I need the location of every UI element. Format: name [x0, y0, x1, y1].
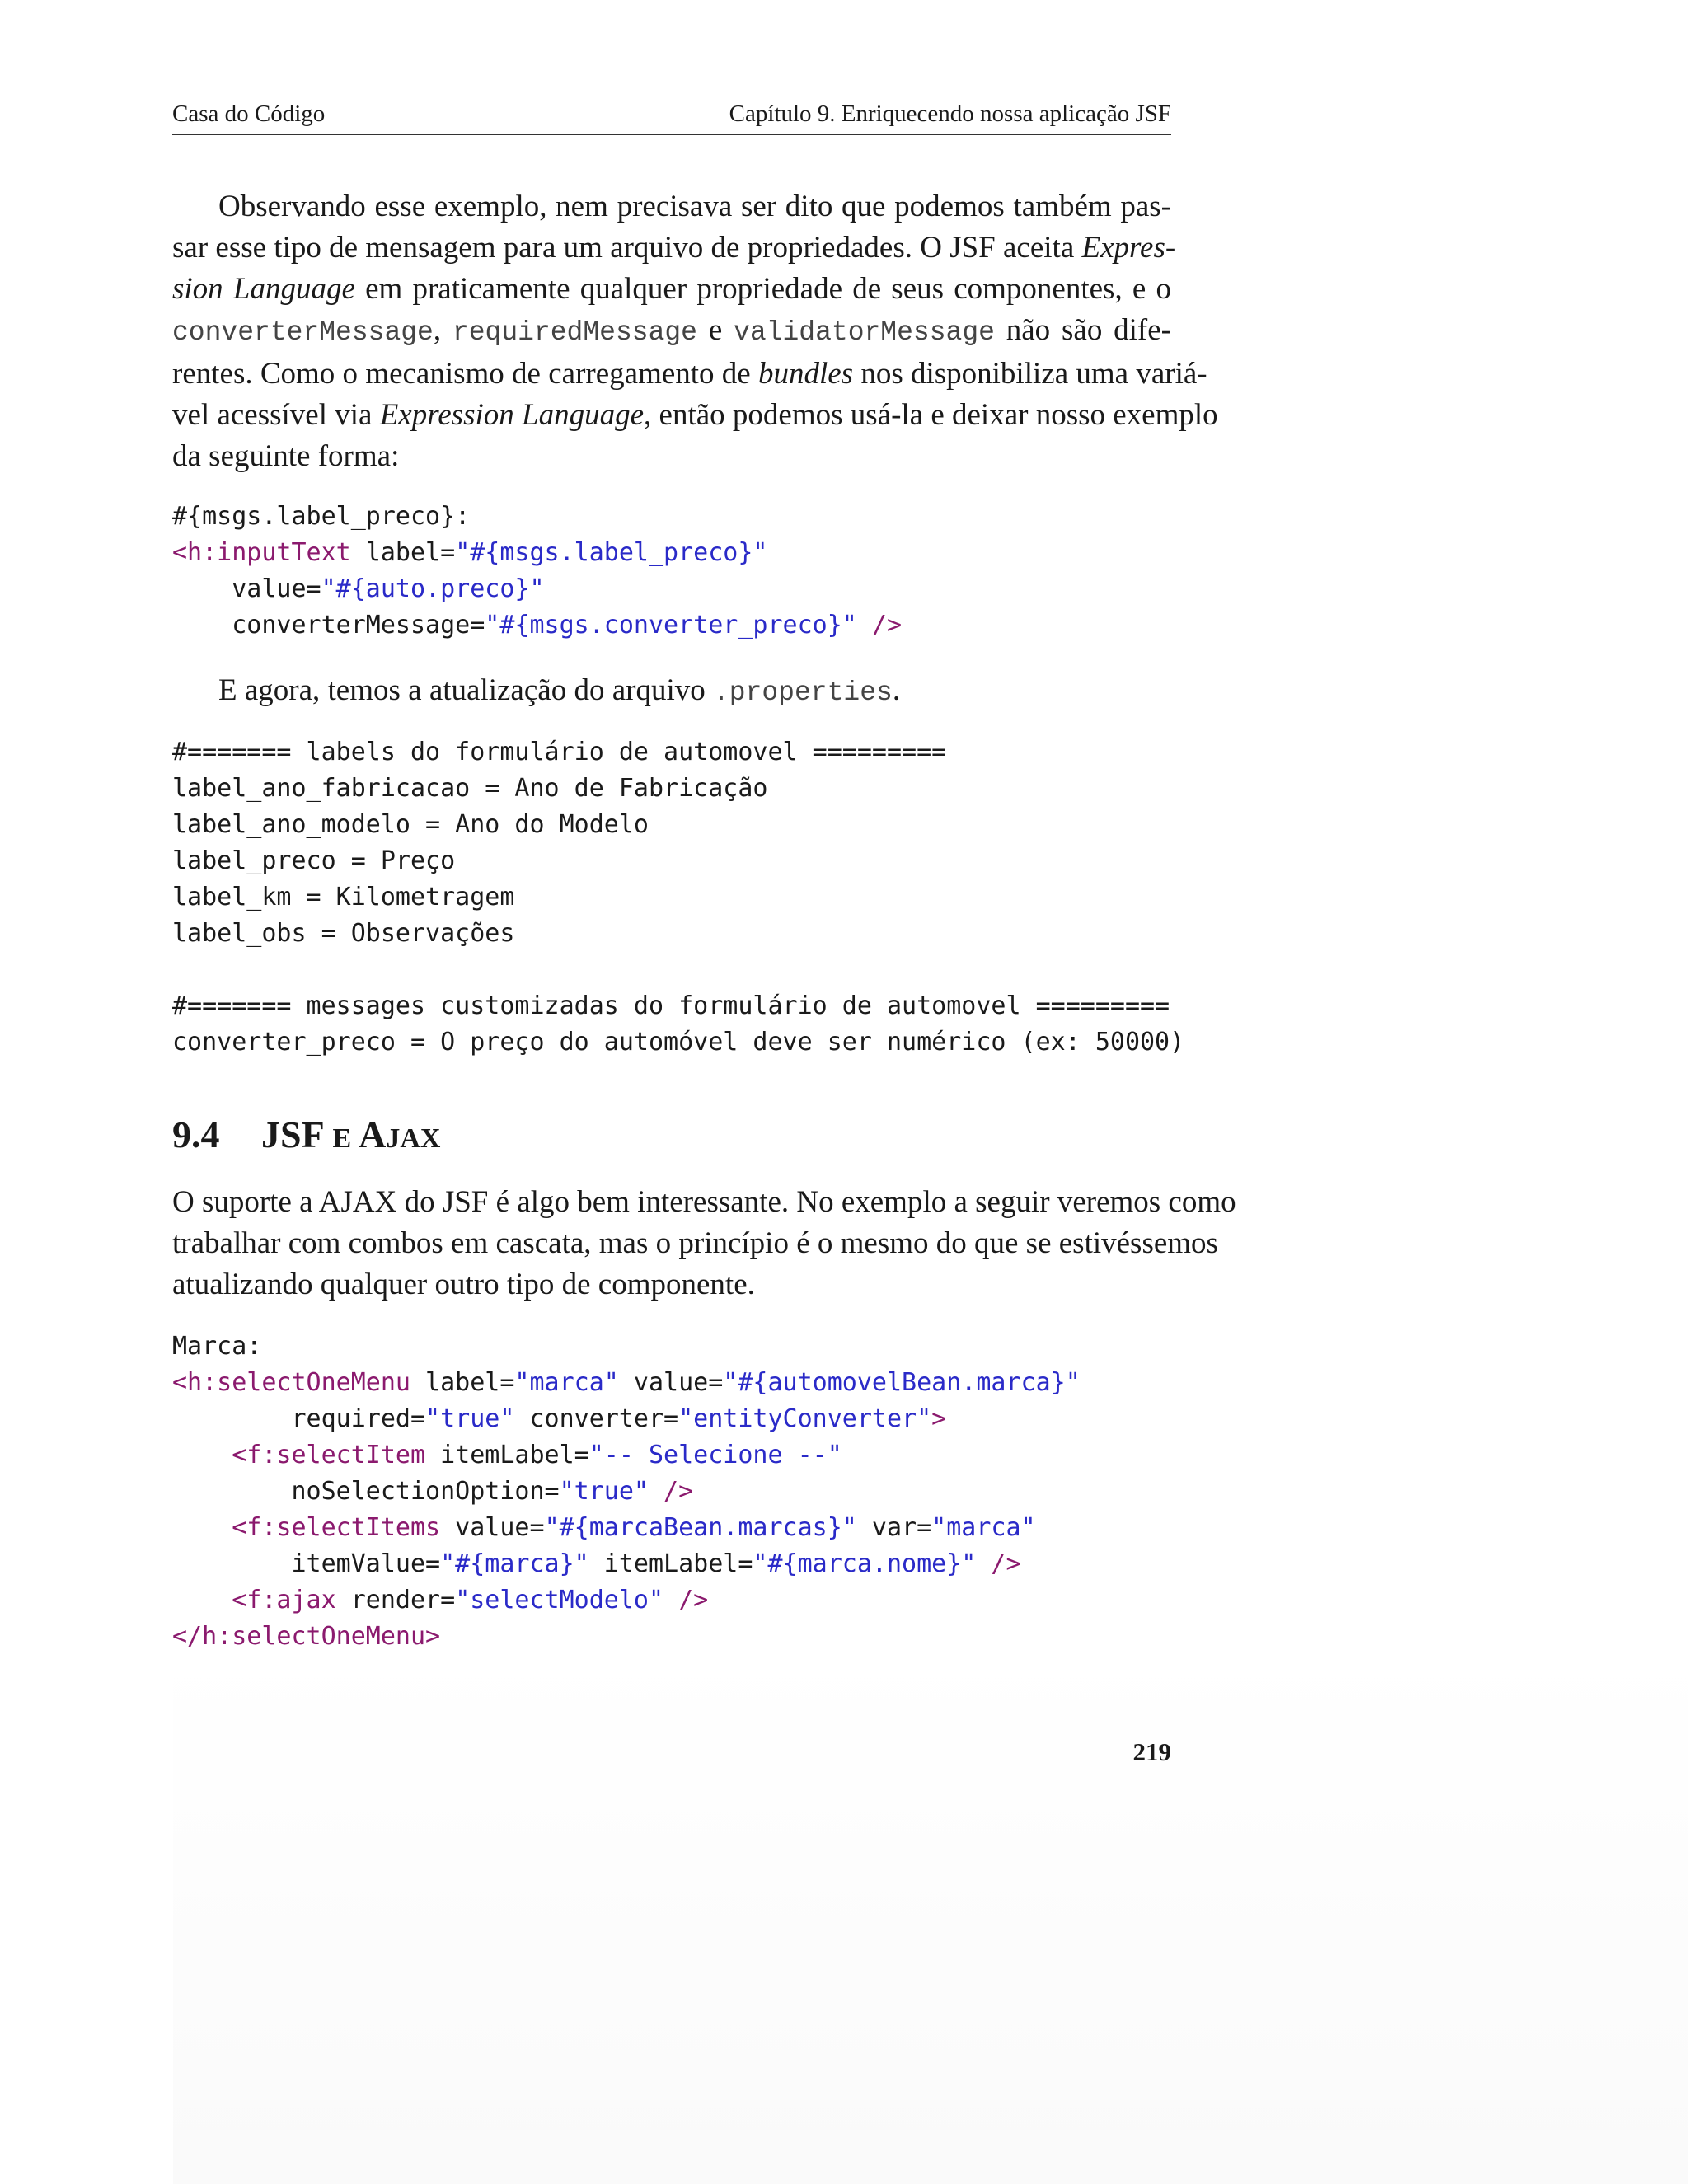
- paragraph-ajax-intro: [172, 1182, 1236, 1305]
- paragraph-expression-language: [172, 186, 1218, 477]
- text-line: Observando esse exemplo, nem precisava ser dito que podemos também pas-: [218, 190, 1171, 223]
- text-line: vel acessível via Expression Language, então podemos usá-la e deixar nosso exemplo: [172, 398, 1218, 432]
- section-heading: [172, 1113, 440, 1156]
- book-title: Casa do Código: [172, 101, 326, 127]
- text-line: rentes. Como o mecanismo de carregamento de bundles nos disponibiliza uma variá-: [172, 357, 1207, 391]
- code-block-input-text: #{msgs.label_preco}: <h:inputText label="#{msgs.label_preco}" value="#{auto.preco}" converterMessage="#{msgs.converter_preco}" />: [172, 502, 903, 640]
- code-line: #======= labels do formulário de automovel =========: [172, 738, 947, 766]
- code-line: label_ano_modelo = Ano do Modelo: [172, 810, 649, 839]
- text-line: trabalhar com combos em cascata, mas o princípio é o mesmo do que se estivéssemos: [172, 1226, 1218, 1260]
- inline-code: requiredMessage: [452, 317, 697, 348]
- code-line: #======= messages customizadas do formulário de automovel =========: [172, 991, 1170, 1020]
- page-number: 219: [1132, 1737, 1171, 1766]
- section-title: JSF E AJAX: [261, 1113, 441, 1155]
- inline-code: validatorMessage: [734, 317, 995, 348]
- code-line: label_km = Kilometragem: [172, 883, 515, 912]
- code-line: label_obs = Observações: [172, 919, 515, 948]
- text-line: converterMessage, requiredMessage e validatorMessage não são dife-: [172, 313, 1171, 348]
- inline-code: .properties: [712, 677, 893, 708]
- code-block-select-one-menu: Marca: <h:selectOneMenu label="marca" value="#{automovelBean.marca}" required="true" converter="entityConverter"> <f:selectItem itemLabel="-- Selecione --" noSelectionOption="true" /> <f:selectItems value="#{marcaBean.marcas}" var="marca" itemValue="#{marca}" itemLabel="#{marca.nome}" /> <f:ajax render="selectModelo" /> </h:selectOneMenu>: [172, 1332, 1081, 1651]
- text-line: da seguinte forma:: [172, 439, 400, 473]
- code-line: label_ano_fabricacao = Ano de Fabricação: [172, 774, 768, 803]
- code-block-properties: [172, 734, 1203, 1061]
- text-line: sar esse tipo de mensagem para um arquivo de propriedades. O JSF aceita Expres-: [172, 231, 1176, 265]
- text-line: atualizando qualquer outro tipo de componente.: [172, 1268, 755, 1301]
- code-line: label_preco = Preço: [172, 846, 456, 875]
- text-line: E agora, temos a atualização do arquivo .properties.: [218, 673, 901, 708]
- text-line: O suporte a AJAX do JSF é algo bem interessante. No exemplo a seguir veremos como: [172, 1185, 1236, 1219]
- code-line: converter_preco = O preço do automóvel deve ser numérico (ex: 50000): [172, 1028, 1185, 1057]
- paragraph-properties-intro: [172, 670, 1171, 714]
- chapter-title: Capítulo 9. Enriquecendo nossa aplicação JSF: [729, 101, 1171, 127]
- text-line: sion Language em praticamente qualquer propriedade de seus componentes, e o: [172, 272, 1171, 306]
- inline-code: converterMessage: [172, 317, 434, 348]
- running-header: [172, 97, 1171, 135]
- section-number: 9.4: [172, 1113, 220, 1155]
